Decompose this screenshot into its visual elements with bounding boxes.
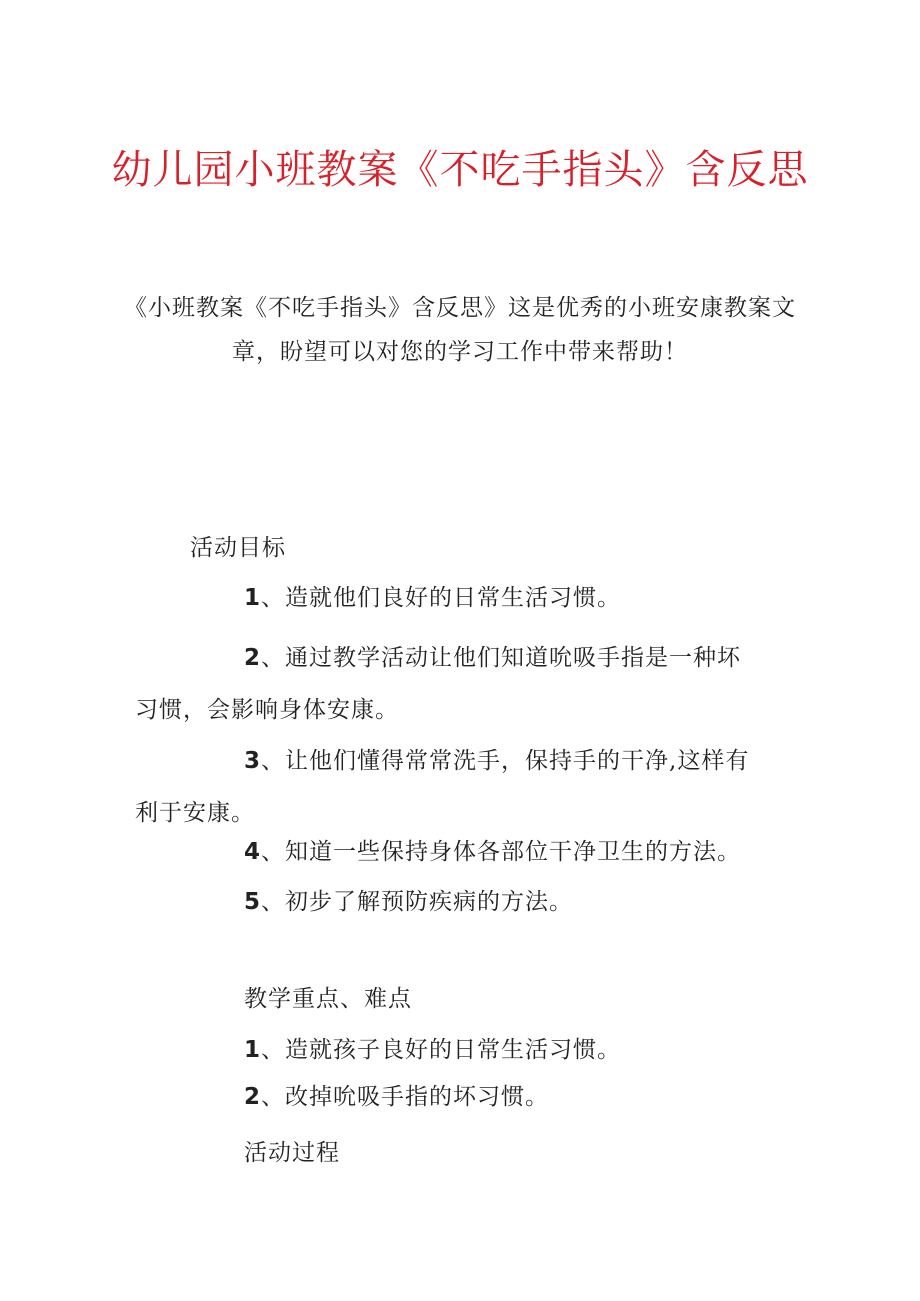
keypoint-text: 、造就孩子良好的日常生活习惯。: [261, 1037, 622, 1063]
keypoint-number: 2: [244, 1084, 262, 1110]
process-heading: 活动过程: [244, 1140, 340, 1166]
goal-number: 2: [244, 645, 262, 671]
goal-text: 、初步了解预防疾病的方法。: [261, 889, 574, 915]
goal-text: 、造就他们良好的日常生活习惯。: [261, 585, 622, 611]
goal-text: 、通过教学活动让他们知道吮吸手指是一种坏: [261, 645, 742, 671]
goal-text: 、让他们懂得常常洗手，保持手的干净,这样有: [261, 748, 750, 774]
keypoint-number: 1: [244, 1037, 262, 1063]
goal-item-1: [244, 582, 621, 614]
goals-heading: 活动目标: [190, 535, 286, 561]
goal-text: 、知道一些保持身体各部位干净卫生的方法。: [261, 839, 742, 865]
goal-item-4: [244, 836, 741, 868]
goal-number: 4: [244, 839, 262, 865]
goal-number: 1: [244, 585, 262, 611]
document-title: 幼儿园小班教案《不吃手指头》含反思: [111, 147, 809, 193]
intro-paragraph: 《小班教案《不吃手指头》含反思》这是优秀的小班安康教案文章，盼望可以对您的学习工作中带来帮助！: [124, 295, 796, 365]
goal-number: 3: [244, 748, 262, 774]
goal-item-2: [135, 632, 795, 736]
keypoints-heading: 教学重点、难点: [244, 986, 412, 1012]
goal-text-continued: 利于安康。: [135, 800, 255, 826]
keypoint-item-1: [244, 1034, 621, 1066]
goal-number: 5: [244, 889, 262, 915]
goal-item-5: [244, 886, 573, 918]
goal-text-continued: 习惯，会影响身体安康。: [135, 697, 399, 723]
goal-item-3: [135, 735, 805, 839]
keypoint-item-2: [244, 1081, 549, 1113]
keypoint-text: 、改掉吮吸手指的坏习惯。: [261, 1084, 550, 1110]
